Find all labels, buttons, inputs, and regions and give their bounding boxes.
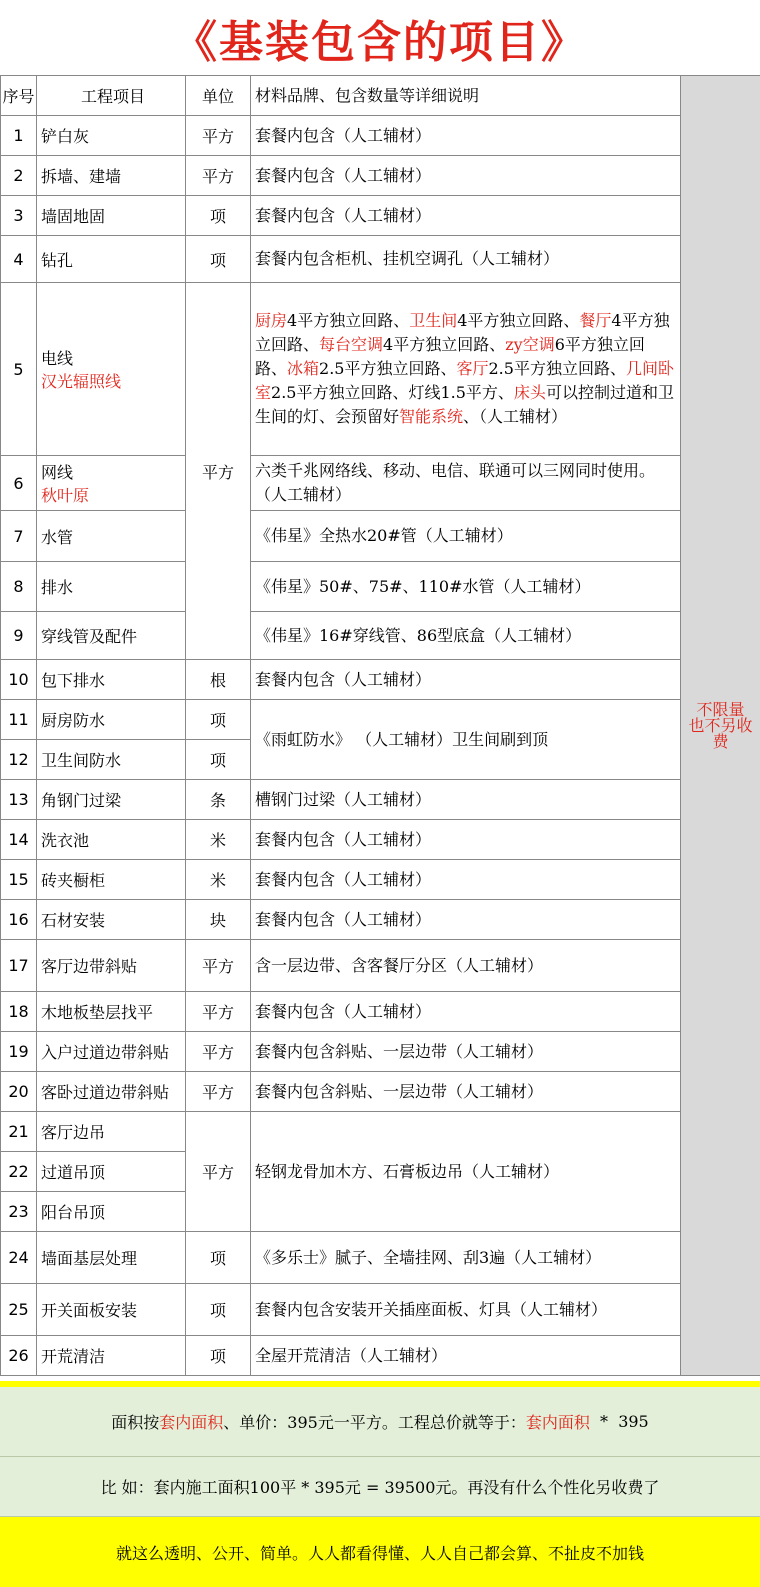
row-name: 阳台吊顶 (37, 1192, 186, 1232)
desc-highlight: 卫生间 (409, 311, 458, 330)
desc-text: 可以控制过道和卫生间的灯、会预留好 (255, 383, 674, 426)
row-desc: 套餐内包含柜机、挂机空调孔（人工辅材） (251, 236, 681, 283)
footer-text: 、单价：395元一平方。工程总价就等于： (223, 1413, 526, 1432)
row-name: 卫生间防水 (37, 740, 186, 780)
table-row (1, 236, 760, 283)
footer-highlight: 套内面积 (159, 1413, 224, 1432)
row-no: 4 (1, 236, 37, 283)
row-unit: 平方 (186, 156, 251, 196)
row-unit: 条 (186, 780, 251, 820)
desc-highlight: 冰箱 (287, 359, 320, 378)
row-no: 12 (1, 740, 37, 780)
row-unit: 平方 (186, 1112, 251, 1232)
row-name: 厨房防水 (37, 700, 186, 740)
row-desc: 《伟星》全热水20#管（人工辅材） (251, 511, 681, 562)
desc-text: 2.5平方独立回路、 (488, 359, 626, 378)
row-name: 客厅边吊 (37, 1112, 186, 1152)
row-name: 入户过道边带斜贴 (37, 1032, 186, 1072)
row-desc: 全屋开荒清洁（人工辅材） (251, 1336, 681, 1376)
row-unit: 米 (186, 860, 251, 900)
row-no: 19 (1, 1032, 37, 1072)
row-desc: 套餐内包含（人工辅材） (251, 660, 681, 700)
row-desc-electric (251, 283, 681, 456)
row-no: 14 (1, 820, 37, 860)
row-unit: 项 (186, 1284, 251, 1336)
table-row (1, 700, 760, 740)
row-name-cell (37, 283, 186, 456)
row-name: 电线 (41, 349, 74, 368)
row-desc: 套餐内包含（人工辅材） (251, 116, 681, 156)
row-desc: 套餐内包含（人工辅材） (251, 900, 681, 940)
row-name: 水管 (37, 511, 186, 562)
row-name: 客厅边带斜贴 (37, 940, 186, 992)
row-name: 铲白灰 (37, 116, 186, 156)
row-name: 穿线管及配件 (37, 612, 186, 660)
page-title: 《基装包含的项目》 (173, 16, 587, 68)
header-unit: 单位 (186, 76, 251, 116)
desc-highlight: 客厅 (456, 359, 489, 378)
footer-slogan: 就这么透明、公开、简单。人人都看得懂、人人自己都会算、不扯皮不加钱 (0, 1517, 760, 1587)
row-desc: 套餐内包含安装开关插座面板、灯具（人工辅材） (251, 1284, 681, 1336)
row-desc: 套餐内包含（人工辅材） (251, 820, 681, 860)
footer-pricing (0, 1381, 760, 1457)
row-name: 过道吊顶 (37, 1152, 186, 1192)
row-name: 墙面基层处理 (37, 1232, 186, 1284)
table-row (1, 780, 760, 820)
desc-highlight: 智能系统 (399, 407, 464, 426)
row-unit: 项 (186, 700, 251, 740)
row-no: 22 (1, 1152, 37, 1192)
table-header-row (1, 76, 760, 116)
row-unit: 项 (186, 740, 251, 780)
table-row (1, 1032, 760, 1072)
row-no: 7 (1, 511, 37, 562)
table-row (1, 1232, 760, 1284)
desc-text: 4平方独立回路、 (383, 335, 506, 354)
row-no: 25 (1, 1284, 37, 1336)
row-name: 砖夹橱柜 (37, 860, 186, 900)
desc-highlight: 几间卧室 (255, 359, 674, 402)
row-no: 10 (1, 660, 37, 700)
desc-highlight: 每台空调 (319, 335, 384, 354)
row-brand: 秋叶原 (41, 486, 90, 505)
row-desc: 轻钢龙骨加木方、石膏板边吊（人工辅材） (251, 1112, 681, 1232)
row-no: 18 (1, 992, 37, 1032)
table-row (1, 1284, 760, 1336)
row-no: 9 (1, 612, 37, 660)
row-no: 24 (1, 1232, 37, 1284)
desc-text: 、（人工辅材） (463, 407, 568, 426)
table-row (1, 992, 760, 1032)
row-unit: 平方 (186, 1032, 251, 1072)
desc-text: 6平方独立回路、 (255, 335, 645, 378)
row-unit: 项 (186, 1232, 251, 1284)
row-no: 6 (1, 456, 37, 511)
table-row (1, 612, 760, 660)
row-no: 26 (1, 1336, 37, 1376)
row-no: 8 (1, 562, 37, 612)
row-name: 洗衣池 (37, 820, 186, 860)
row-unit: 项 (186, 1336, 251, 1376)
row-no: 3 (1, 196, 37, 236)
row-no: 23 (1, 1192, 37, 1232)
row-name-cell (37, 456, 186, 511)
table-row (1, 940, 760, 992)
table-row (1, 860, 760, 900)
footer-text: * 395 (589, 1412, 649, 1431)
row-desc: 含一层边带、含客餐厅分区（人工辅材） (251, 940, 681, 992)
row-no: 15 (1, 860, 37, 900)
desc-highlight: 厨房 (255, 311, 288, 330)
desc-highlight: zy空调 (505, 335, 555, 354)
row-desc: 《伟星》50#、75#、110#水管（人工辅材） (251, 562, 681, 612)
footer-text: 面积按 (111, 1413, 160, 1432)
header-desc: 材料品牌、包含数量等详细说明 (251, 76, 681, 116)
row-desc: 套餐内包含（人工辅材） (251, 156, 681, 196)
row-no: 13 (1, 780, 37, 820)
table-row (1, 511, 760, 562)
row-name: 石材安装 (37, 900, 186, 940)
row-desc: 套餐内包含（人工辅材） (251, 992, 681, 1032)
row-desc: 套餐内包含斜贴、一层边带（人工辅材） (251, 1032, 681, 1072)
row-no: 17 (1, 940, 37, 992)
header-item: 工程项目 (37, 76, 186, 116)
row-name: 客卧过道边带斜贴 (37, 1072, 186, 1112)
row-name: 排水 (37, 562, 186, 612)
row-desc: 《伟星》16#穿线管、86型底盒（人工辅材） (251, 612, 681, 660)
table-row (1, 1336, 760, 1376)
side-note-line1: 不限量 (696, 699, 745, 719)
row-no: 20 (1, 1072, 37, 1112)
row-desc: 《多乐士》腻子、全墙挂网、刮3遍（人工辅材） (251, 1232, 681, 1284)
desc-text: 4平方独立回路、 (457, 311, 580, 330)
row-unit: 平方 (186, 940, 251, 992)
row-name: 木地板垫层找平 (37, 992, 186, 1032)
row-desc: 六类千兆网络线、移动、电信、联通可以三网同时使用。（人工辅材） (251, 456, 681, 511)
footer-example: 比 如：套内施工面积100平 * 395元 = 39500元。再没有什么个性化另收费了 (0, 1457, 760, 1517)
desc-text: 2.5平方独立回路、 (319, 359, 457, 378)
side-note-line2: 也不另收费 (688, 715, 753, 751)
row-name: 网线 (41, 463, 74, 482)
row-desc: 套餐内包含斜贴、一层边带（人工辅材） (251, 1072, 681, 1112)
row-desc: 套餐内包含（人工辅材） (251, 860, 681, 900)
row-desc: 套餐内包含（人工辅材） (251, 196, 681, 236)
desc-text: 4平方独立回路、 (255, 311, 670, 354)
row-unit: 项 (186, 236, 251, 283)
row-no: 16 (1, 900, 37, 940)
table-row (1, 456, 760, 511)
row-unit: 块 (186, 900, 251, 940)
table-row (1, 283, 760, 456)
table-row (1, 116, 760, 156)
row-unit: 平方 (186, 992, 251, 1032)
row-name: 拆墙、建墙 (37, 156, 186, 196)
table-row (1, 820, 760, 860)
row-unit: 米 (186, 820, 251, 860)
table-row (1, 196, 760, 236)
row-unit: 平方 (186, 116, 251, 156)
row-no: 21 (1, 1112, 37, 1152)
row-name: 角钢门过梁 (37, 780, 186, 820)
desc-highlight: 床头 (513, 383, 546, 402)
table-row (1, 900, 760, 940)
table-row (1, 1112, 760, 1152)
table-row (1, 156, 760, 196)
row-unit: 平方 (186, 1072, 251, 1112)
row-brand: 汉光辐照线 (41, 372, 122, 391)
row-unit-merged: 平方 (186, 283, 251, 660)
table-row (1, 1072, 760, 1112)
row-desc: 《雨虹防水》 （人工辅材）卫生间刷到顶 (251, 700, 681, 780)
row-name: 钻孔 (37, 236, 186, 283)
header-no: 序号 (1, 76, 37, 116)
row-name: 开荒清洁 (37, 1336, 186, 1376)
desc-text: 2.5平方独立回路、灯线1.5平方、 (271, 383, 514, 402)
row-no: 1 (1, 116, 37, 156)
row-name: 包下排水 (37, 660, 186, 700)
desc-highlight: 餐厅 (579, 311, 612, 330)
row-no: 11 (1, 700, 37, 740)
side-note (681, 76, 760, 1376)
row-desc: 槽钢门过梁（人工辅材） (251, 780, 681, 820)
row-unit: 根 (186, 660, 251, 700)
row-no: 5 (1, 283, 37, 456)
row-name: 墙固地固 (37, 196, 186, 236)
row-no: 2 (1, 156, 37, 196)
row-unit: 项 (186, 196, 251, 236)
table-row (1, 660, 760, 700)
desc-text: 4平方独立回路、 (287, 311, 410, 330)
row-name: 开关面板安装 (37, 1284, 186, 1336)
items-table (0, 75, 760, 1376)
footer-highlight: 套内面积 (525, 1413, 590, 1432)
table-row (1, 562, 760, 612)
